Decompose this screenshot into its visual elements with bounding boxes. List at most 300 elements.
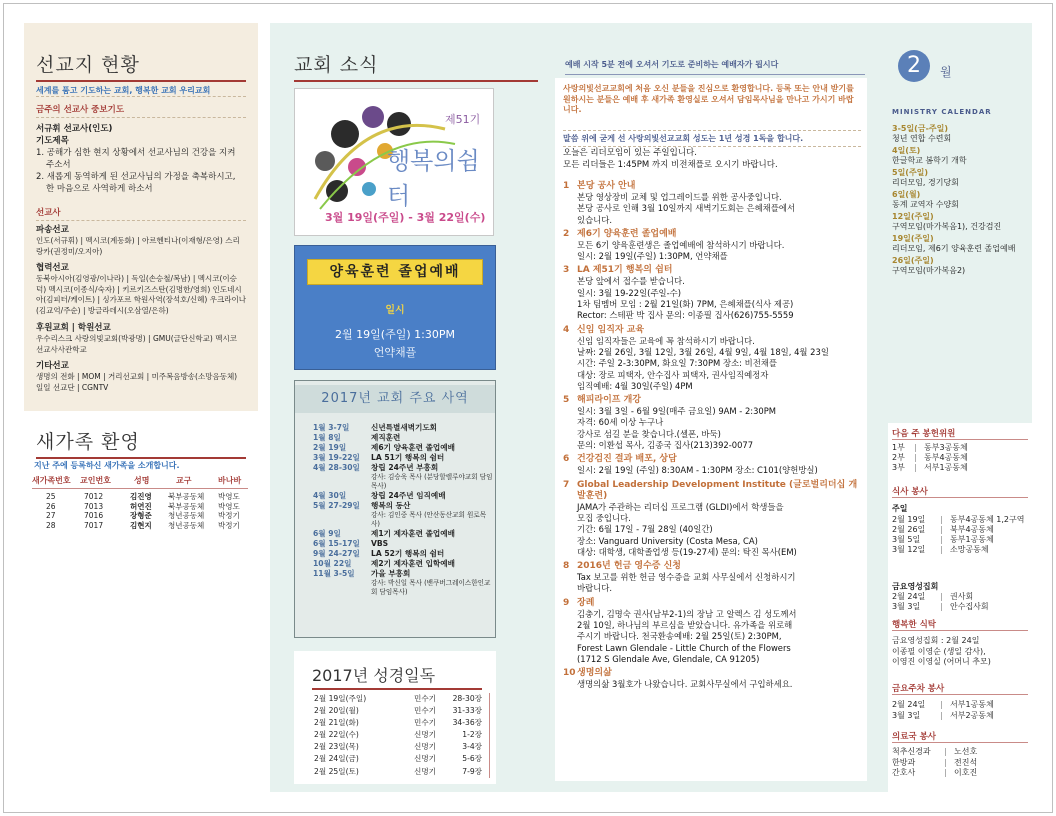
news-item-line: 일시: 3월 19-22일(주일-수) (577, 287, 681, 298)
welcome-cell: 박정기 (218, 520, 240, 530)
meal-row (892, 515, 1030, 525)
news-item-line: 대상: 장로 피택자, 안수집사 피택자, 권사임직예정자 (577, 369, 769, 380)
event-row (313, 569, 493, 597)
parking-row-value: 서부1공동체 (950, 700, 994, 709)
event-date: 1월 8일 (313, 433, 341, 442)
news-item (563, 668, 865, 690)
event-title: 제직훈련 (371, 433, 401, 442)
focus-name: 서규휘 선교사(인도) (36, 124, 113, 134)
calendar-event: 리더모임, 경기당회 (892, 178, 959, 187)
news-item-line: 주시기 바랍니다. 천국환송예배: 2월 25일(토) 2:30PM, (577, 631, 782, 642)
reading-chapters: 5-6장 (462, 754, 482, 764)
medic-row-sep: | (944, 757, 947, 767)
poster-date-sep: - (408, 211, 413, 224)
medic-row-key: 척추신경과 (892, 747, 931, 756)
welcome-row (32, 502, 248, 512)
news-item-number: 4 (563, 324, 570, 335)
reading-date: 2월 23일(목) (314, 742, 359, 752)
event-title: 제2기 제자훈련 입학예배 (371, 559, 455, 568)
news-item-line: JAMA가 주관하는 리더십 프로그램 (GLDI)에서 학생들을 (577, 501, 784, 512)
calendar-event: 리더모임, 제6기 양육훈련 졸업예배 (892, 244, 1016, 253)
event-date: 4월 30일 (313, 491, 347, 500)
news-item-line: 날짜: 2월 26일, 3월 12일, 3월 26일, 4월 9일, 4월 18일, 4월 23일 (577, 346, 829, 357)
calendar-date: 3-5일(금-주일) (892, 124, 948, 133)
meal-row-key: 3월 5일 (892, 535, 921, 544)
news-item-title: 건강검진 결과 배포, 상담 (577, 454, 677, 465)
flower-list (892, 443, 1028, 473)
welcome-cell: 7013 (84, 501, 104, 511)
top-note: 예배 시작 5분 전에 오셔서 기도로 준비하는 예배자가 됩시다 (565, 59, 865, 75)
news-welcome-2: 말씀 위에 굳게 선 사랑의빛선교교회 성도는 1년 성경 1독을 합니다. (563, 130, 861, 147)
event-row (313, 433, 493, 443)
reading-row (314, 693, 490, 705)
calendar-event: 동계 교역자 수양회 (892, 200, 959, 209)
welcome-subtitle: 지난 주에 등록하신 새가족을 소개합니다. (34, 461, 180, 470)
flower-row (892, 463, 1028, 473)
welcome-cell: 박영도 (218, 501, 240, 511)
reading-chapters: 3-4장 (462, 742, 482, 752)
meal-row-sep: | (940, 592, 943, 601)
welcome-cell: 26 (46, 501, 56, 511)
welcome-header-cell: 교구 (176, 476, 192, 485)
news-item (563, 395, 865, 451)
month-badge: 2 (898, 50, 930, 82)
news-item (563, 454, 865, 476)
medic-row (892, 747, 1030, 758)
event-detail (371, 423, 493, 433)
meal-friday-list (892, 592, 1030, 612)
reading-list (314, 693, 490, 778)
reading-book: 신명기 (414, 766, 437, 776)
poster-dates (325, 209, 485, 225)
parking-row-key: 2월 24일 (892, 700, 926, 709)
news-item (563, 229, 865, 263)
month-suffix: 월 (940, 65, 952, 79)
meal-row-key: 3월 3일 (892, 602, 921, 611)
event-row (313, 529, 493, 539)
news-item-title: 생명의삶 (577, 668, 612, 679)
welcome-cell: 장형준 (130, 511, 152, 520)
welcome-header-cell: 교인번호 (80, 476, 111, 485)
news-column (555, 78, 867, 781)
meal-row-sep: | (940, 602, 943, 611)
event-title: LA 52기 행복의 쉼터 (371, 549, 445, 558)
welcome-header-cell: 바나바 (218, 476, 242, 485)
calendar-column (888, 23, 1032, 792)
news-item-line: 본당 영상장비 교체 및 업그레이드를 위한 공사중입니다. (577, 192, 782, 202)
meal-row (892, 602, 1030, 612)
parking-list (892, 700, 1030, 721)
calendar-date: 12일(주일) (892, 212, 934, 221)
event-detail (371, 453, 493, 463)
news-item-line: 2월 10일, 하나님의 부르심을 받았습니다. 유가족을 위로해 (577, 620, 793, 631)
event-detail (371, 549, 493, 559)
news-item-line: 대상: 대학생, 대학졸업생 등(19-27세) 문의: 탁진 목사(EM) (577, 546, 797, 557)
welcome-header-cell: 성명 (134, 476, 150, 485)
news-item (563, 561, 865, 595)
calendar-item (892, 168, 1030, 188)
meal-title: 식사 봉사 (892, 485, 1028, 498)
event-title: LA 51기 행복의 쉼터 (371, 453, 445, 462)
meal-row (892, 545, 1030, 555)
graduation-when-label: 일시 (385, 305, 405, 316)
news-item (563, 181, 865, 226)
event-title: 제6기 양육훈련 졸업예배 (371, 443, 455, 452)
news-item-line: 일시: 2월 19일 (주일) 8:30AM - 1:30PM 장소: C101(양헌방실) (577, 465, 818, 476)
reading-date: 2월 25일(토) (314, 766, 359, 776)
coop-label: 협력선교 (36, 263, 69, 273)
news-item-line: 일시: 3월 3일 - 6월 9일(매주 금요일) 9AM - 2:30PM (577, 406, 777, 417)
event-date: 1월 3-7일 (313, 423, 350, 432)
coop-text: 동북아시아(김영광/이나라) | 독일(손승철/복남) | 멕시코(이승덕) 멕시코(이종식/숙자) | 키르키즈스탄(김명한/영희) 인도네시아(김피터/케이트) | 싱가포르 학원사역(장석호/신혜) 우크라이나(김교억/주순) | 방글라데시(오삼열/은하) (36, 274, 246, 315)
welcome-cell: 7016 (84, 511, 104, 520)
calendar-event: 청년 연합 수련회 (892, 134, 952, 143)
event-date: 10월 22일 (313, 559, 352, 568)
news-item-line: 신임 임직자들은 교육에 꼭 참석하시기 바랍니다. (577, 335, 755, 346)
news-welcome-1: 사랑의빛선교교회에 처음 오신 분들을 진심으로 환영합니다. 등록 또는 안내 받기를 원하시는 분들은 예배 후 새가족 환영실로 오셔서 담임목사님을 만나고 가시기 바랍니다. (563, 84, 854, 114)
happy-line: 이종필 이영순 (생일 감사), (892, 646, 986, 656)
welcome-cell: 청년공동체 (168, 511, 205, 520)
calendar-item (892, 124, 1030, 144)
medic-row (892, 758, 1030, 769)
mission-title: 선교지 현황 (36, 54, 140, 76)
calendar-item (892, 212, 1030, 232)
welcome-cell: 7012 (84, 492, 104, 501)
news-item-line: 장소: Vanguard University (Costa Mesa, CA) (577, 535, 758, 546)
reading-row (314, 766, 490, 778)
happy-line: 금요영성집회 : 2월 24일 (892, 636, 980, 645)
flower-row-key: 2부 (892, 453, 905, 462)
events-list (313, 423, 493, 597)
news-item-head (563, 181, 865, 192)
reading-book: 신명기 (414, 754, 437, 764)
medic-row-value: 전진석 (954, 757, 978, 767)
calendar-title: MINISTRY CALENDAR (892, 108, 992, 116)
flower-row (892, 443, 1028, 453)
flower-row-sep: | (914, 443, 917, 452)
calendar-item (892, 190, 1030, 210)
reading-book: 민수기 (414, 694, 437, 703)
medic-row-key: 간호사 (892, 768, 916, 777)
welcome-cell: 박영도 (218, 492, 240, 501)
event-date: 6월 9일 (313, 529, 341, 538)
meal-sub-friday: 금요영성집회 (892, 582, 939, 591)
welcome-cell: 25 (46, 492, 56, 501)
poster-big-title: 행복의쉼터 (387, 147, 480, 210)
meal-row-sep: | (940, 525, 943, 534)
news-item-number: 2 (563, 228, 570, 239)
poster-date-end: 3월 22일(수) (416, 211, 486, 224)
event-date: 5월 27-29일 (313, 501, 360, 510)
event-row (313, 539, 493, 549)
graduation-when: 2월 19일(주일) 1:30PM (335, 328, 455, 341)
news-item (563, 265, 865, 321)
meal-row-value: 소망공동체 (950, 545, 989, 554)
news-today-2: 모든 리더들은 1:45PM 까지 비전채플로 오시기 바랍니다. (563, 159, 778, 170)
calendar-date: 5일(주일) (892, 168, 929, 177)
welcome-cell: 7017 (84, 520, 104, 530)
flower-row-value: 동부3공동체 (924, 443, 968, 452)
reading-book: 민수기 (414, 718, 437, 728)
calendar-date: 19일(주일) (892, 234, 934, 243)
reading-row (314, 705, 490, 717)
news-item-number: 5 (563, 395, 570, 406)
mission-tagline: 세계를 품고 기도하는 교회, 행복한 교회 우리교회 (36, 85, 246, 97)
event-detail (371, 443, 493, 453)
news-item-number: 10 (563, 668, 576, 679)
parking-row-sep: | (940, 700, 943, 709)
news-item-line: 자격: 60세 이상 누구나 (577, 417, 664, 428)
events-box (294, 380, 496, 638)
news-item-title: Global Leadership Development Institute (글로벌리더십 개발훈련) (577, 479, 858, 501)
reading-row (314, 741, 490, 753)
event-title: 신년특별새벽기도회 (371, 423, 438, 432)
welcome-row (32, 521, 248, 531)
meal-row-value: 동부1공동체 (950, 535, 994, 544)
news-item-line: 본당 앞에서 접수를 받습니다. (577, 276, 685, 287)
news-items (563, 181, 865, 694)
reading-chapters: 7-9장 (462, 766, 482, 776)
news-item-line: Forest Lawn Glendale - Little Church of the Flowers (577, 642, 791, 653)
event-row (313, 453, 493, 463)
news-item-head (563, 325, 865, 336)
welcome-cell: 박정기 (218, 511, 240, 520)
news-item-head (563, 668, 865, 679)
meal-row-key: 2월 19일 (892, 515, 926, 524)
happy-list (892, 636, 1030, 668)
news-item-number: 6 (563, 454, 570, 465)
news-item-head (563, 454, 865, 465)
event-detail (371, 463, 493, 491)
news-item-head (563, 229, 865, 240)
news-item-title: 신임 임직자 교육 (577, 324, 645, 335)
reading-chapters: 31-33장 (452, 706, 482, 716)
calendar-event: 한글학교 봄학기 개학 (892, 156, 967, 165)
news-item-line: (1712 S Glendale Ave, Glendale, CA 91205) (577, 653, 760, 664)
medic-row (892, 768, 1030, 779)
meal-row-key: 3월 12일 (892, 545, 926, 554)
event-detail (371, 491, 493, 501)
reading-date: 2월 20일(월) (314, 706, 359, 716)
news-item-head (563, 395, 865, 406)
medic-row-sep: | (944, 768, 947, 777)
news-item-head (563, 598, 865, 609)
news-item-line: 강사로 섬길 분을 찾습니다.(셀폰, 바둑) (577, 428, 721, 439)
event-note: 강사: 김승욱 목사 (분당할렐루야교회 담임목사) (371, 473, 493, 490)
parking-row (892, 711, 1030, 722)
meal-row-value: 북부4공동체 (950, 525, 994, 534)
news-item-number: 9 (563, 597, 570, 608)
event-row (313, 491, 493, 501)
medic-row-value: 이호진 (954, 768, 978, 777)
prayer-item-2: 2. 새롭게 동역하게 된 선교사님의 가정을 축복하시고, 한 마음으로 사역하게 하소서 (36, 172, 236, 194)
news-item-line: 있습니다. (577, 214, 613, 225)
service-panel (888, 423, 1032, 792)
news-item-number: 8 (563, 561, 570, 572)
welcome-cell: 27 (46, 511, 56, 520)
calendar-date: 4일(토) (892, 146, 921, 155)
flower-row-key: 1부 (892, 443, 905, 452)
graduation-box (294, 245, 496, 370)
calendar-date: 6일(월) (892, 190, 921, 199)
event-title: 가을 부흥회 (371, 569, 411, 578)
event-date: 3월 19-22일 (313, 453, 360, 462)
calendar-item (892, 146, 1030, 166)
news-item-line: 바랍니다. (577, 583, 613, 594)
sent-label: 파송선교 (36, 225, 69, 235)
event-title: 행복의 동산 (371, 501, 411, 510)
flower-title: 다음 주 봉헌위원 (892, 427, 1028, 440)
welcome-cell: 북부공동체 (168, 492, 205, 501)
support-label: 후원교회 | 학원선교 (36, 323, 111, 333)
poster-edition: 제51기 (445, 113, 481, 126)
event-title: 창립 24주년 부흥회 (371, 463, 439, 472)
event-title: 제1기 제자훈련 졸업예배 (371, 529, 455, 538)
calendar-event: 구역모임(마가복음2) (892, 266, 966, 275)
event-detail (371, 539, 493, 549)
calendar-item (892, 256, 1030, 276)
event-date: 6월 15-17일 (313, 539, 360, 548)
flower-row (892, 453, 1028, 463)
welcome-cell: 청년공동체 (168, 520, 205, 530)
sent-text: 인도(서규휘) | 멕시코(계동화) | 아르헨티나(이재형/은영) 스리랑카(권정미/오지아) (36, 236, 240, 256)
event-detail (371, 433, 493, 443)
reading-book: 민수기 (414, 706, 437, 716)
welcome-cell: 김진영 (130, 492, 152, 501)
reading-date: 2월 21일(화) (314, 718, 359, 728)
parking-row-sep: | (940, 710, 943, 720)
meal-sub-sunday: 주일 (892, 504, 908, 513)
news-item (563, 480, 865, 558)
news-item-title: 본당 공사 안내 (577, 181, 636, 191)
event-detail (371, 501, 493, 529)
welcome-header-cell: 새가족번호 (32, 476, 71, 485)
reading-date: 2월 19일(주일) (314, 694, 367, 703)
meal-row-key: 2월 26일 (892, 525, 926, 534)
medic-row-key: 한방과 (892, 757, 916, 767)
welcome-panel (24, 420, 258, 540)
calendar-event: 구역모임(마가복음1), 건강검진 (892, 222, 1002, 231)
news-title-wrap (294, 50, 538, 82)
news-item-title: 2016년 헌금 영수증 신청 (577, 561, 682, 572)
news-item-line: 모집 중입니다. (577, 512, 631, 523)
news-item-number: 1 (563, 181, 570, 191)
news-item-head (563, 480, 865, 502)
flower-row-value: 서부1공동체 (924, 463, 968, 472)
event-row (313, 463, 493, 491)
medic-title: 의료국 봉사 (892, 730, 1028, 743)
medic-row-value: 노선호 (954, 747, 978, 756)
calendar-items (892, 124, 1030, 278)
news-item-line: 본당 공사로 인해 3월 10일까지 새벽기도회는 은혜채플에서 (577, 203, 796, 214)
event-detail (371, 569, 493, 597)
event-row (313, 501, 493, 529)
event-detail (371, 529, 493, 539)
support-text: 우수리스크 사랑의빛교회(박광명) | GMU(글단신학교) 멕시코 선교사사관학교 (36, 334, 237, 354)
prayer-label: 기도제목 (36, 136, 69, 146)
prayer-item-1: 1. 공해가 심한 현지 상황에서 선교사님의 건강을 지켜 주소서 (36, 148, 236, 170)
welcome-cell: 28 (46, 520, 56, 530)
news-item-line: 임직예배: 4월 30일(주일) 4PM (577, 380, 693, 391)
flower-row-sep: | (914, 463, 917, 472)
news-item-title: 제6기 양육훈련 졸업예배 (577, 228, 677, 239)
happy-line: 이영진 이영실 (어머니 추모) (892, 657, 991, 666)
meal-row-value: 안수집사회 (950, 602, 989, 611)
news-today: 오늘은 리더모임이 있는 주일입니다. (563, 148, 697, 158)
news-item-title: LA 제51기 행복의 쉼터 (577, 265, 673, 276)
reading-book: 신명기 (414, 742, 437, 752)
event-title: VBS (371, 539, 389, 548)
event-date: 2월 19일 (313, 443, 347, 452)
reading-row (314, 753, 490, 765)
news-item-line: 1차 팀멤버 모임 : 2월 21일(화) 7PM, 은혜채플(식사 제공) (577, 299, 794, 310)
news-item-line: 김충기, 김명숙 권사(남부2-1)의 장남 고 알렉스 김 성도께서 (577, 608, 797, 619)
event-title: 창립 24주년 임직예배 (371, 491, 446, 500)
welcome-table-header (32, 475, 248, 489)
mission-panel (24, 23, 258, 411)
event-row (313, 559, 493, 569)
graduation-banner: 양육훈련 졸업예배 (307, 259, 483, 285)
reading-chapters: 34-36장 (452, 718, 482, 728)
parking-row-key: 3월 3일 (892, 710, 921, 720)
meal-row (892, 592, 1030, 602)
meal-row (892, 525, 1030, 535)
focus-label: 금주의 선교사 중보기도 (36, 103, 246, 118)
news-item (563, 598, 865, 665)
retreat-poster (294, 88, 494, 236)
event-detail (371, 559, 493, 569)
reading-chapters: 28-30장 (452, 694, 482, 703)
medic-row-sep: | (944, 747, 947, 756)
welcome-table-body (32, 492, 248, 530)
reading-book: 신명기 (414, 730, 437, 740)
calendar-date: 26일(주일) (892, 256, 934, 265)
event-note: 강사: 김인중 목사 (안산동산교회 원로목사) (371, 511, 487, 528)
news-item-line: 생명의삶 3월호가 나왔습니다. 교회사무실에서 구입하세요. (577, 679, 793, 690)
welcome-row (32, 492, 248, 502)
meal-row (892, 535, 1030, 545)
news-item-line: 기간: 6월 17일 - 7월 28일 (40일간) (577, 524, 713, 535)
event-date: 11월 3-5일 (313, 569, 355, 578)
welcome-title: 새가족 환영 (36, 431, 140, 453)
reading-date: 2월 22일(수) (314, 730, 359, 740)
news-item-title: 해피라이프 개강 (577, 395, 641, 406)
meal-row-key: 2월 24일 (892, 592, 926, 601)
news-title: 교회 소식 (294, 54, 379, 76)
meal-row-sep: | (940, 535, 943, 544)
flower-row-value: 동부4공동체 (924, 453, 968, 462)
reading-row (314, 717, 490, 729)
meal-row-value: 권사회 (950, 592, 974, 601)
parking-row-value: 서부2공동체 (950, 710, 994, 720)
happy-title: 행복한 식탁 (892, 618, 1028, 631)
news-item-title: 장례 (577, 597, 595, 608)
news-item-head (563, 561, 865, 572)
welcome-cell: 허연진 (130, 501, 152, 511)
news-item-line: 일시: 2월 19일(주일) 1:30PM, 언약채플 (577, 251, 728, 262)
reading-row (314, 729, 490, 741)
news-item-number: 7 (563, 479, 570, 490)
reading-date: 2월 24일(금) (314, 754, 359, 764)
welcome-row (32, 511, 248, 521)
news-item-number: 3 (563, 265, 570, 276)
meal-row-sep: | (940, 515, 943, 524)
meal-row-sep: | (940, 545, 943, 554)
news-item-head (563, 265, 865, 276)
news-item-line: Rector: 스테판 박 집사 문의: 이종필 집사(626)755-5559 (577, 310, 794, 321)
missionary-label: 선교사 (36, 206, 246, 221)
welcome-cell: 북부공동체 (168, 501, 205, 511)
